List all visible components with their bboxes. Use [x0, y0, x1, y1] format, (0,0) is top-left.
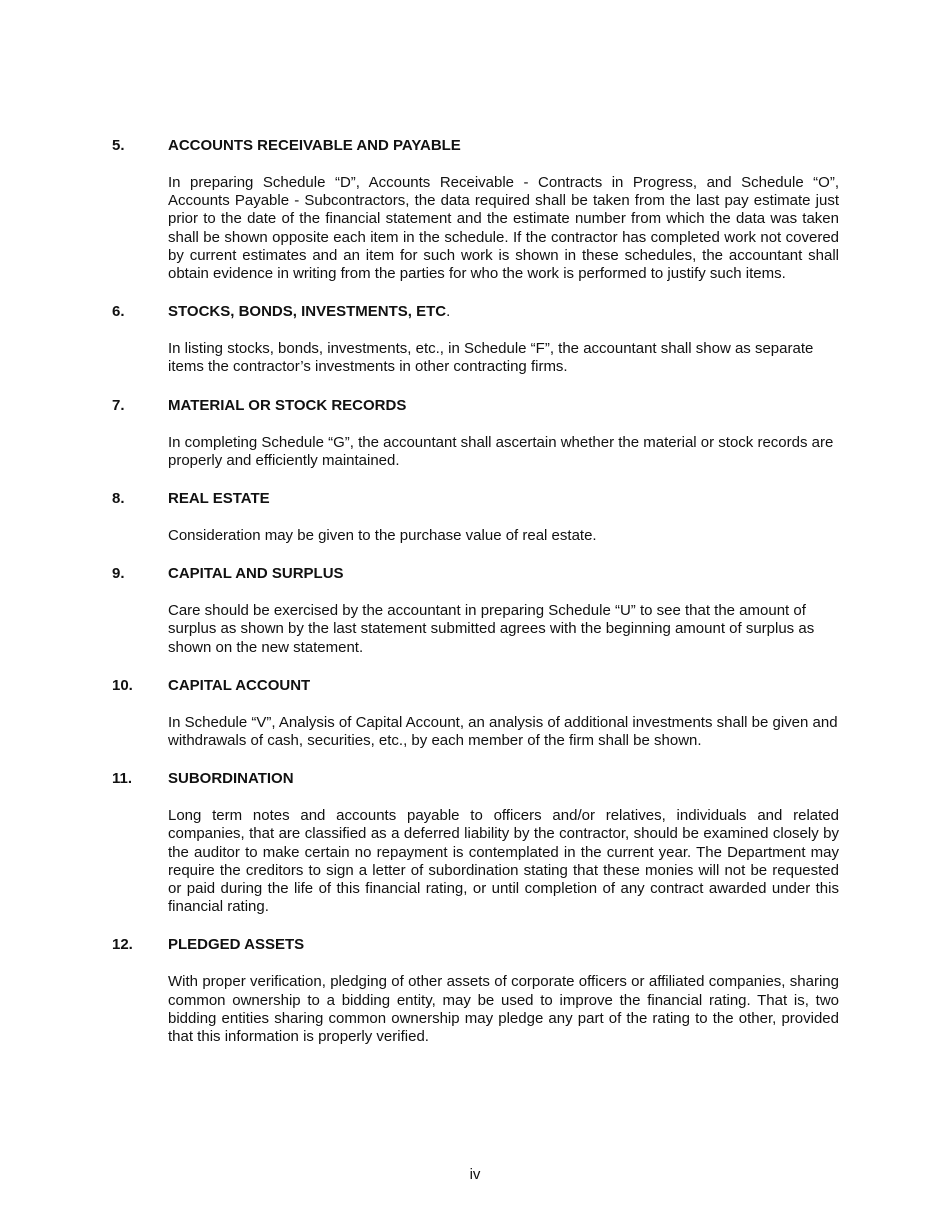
section-body: Consideration may be given to the purchase value of real estate. [168, 527, 597, 545]
section-body: Long term notes and accounts payable to officers and/or relatives, individuals and related companies, that are classified as a deferred liability by the contractor, should be examined closely by the auditor to make certain no repayment is contemplated in the current year. The Department may require the creditors to sign a letter of subordination stating that these monies will not be requested or paid during the life of this financial rating, or until completion of any contract awarded under this financial rating. [168, 807, 839, 916]
section-body: In listing stocks, bonds, investments, etc., in Schedule “F”, the accountant shall show as separate items the contractor’s investments in other contracting firms. [168, 340, 814, 376]
section-heading [112, 490, 839, 508]
section-6 [112, 303, 839, 376]
section-heading [112, 936, 839, 954]
section-number: 8. [112, 490, 125, 508]
section-body: With proper verification, pledging of other assets of corporate officers or affiliated companies, sharing common ownership to a bidding entity, may be used to improve the financial rating. That is, two bidding entities sharing common ownership may pledge any part of the rating to the other, provided that this information is properly verified. [168, 973, 839, 1046]
section-title-text: STOCKS, BONDS, INVESTMENTS, ETC [168, 303, 447, 321]
section-8 [112, 490, 839, 545]
section-title-text: CAPITAL AND SURPLUS [168, 565, 344, 583]
section-number: 6. [112, 303, 125, 321]
section-10 [112, 677, 839, 750]
section-12 [112, 936, 839, 1046]
section-body: In preparing Schedule “D”, Accounts Receivable - Contracts in Progress, and Schedule “O”, Accounts Payable - Subcontractors, the data required shall be taken from the last pay estimate just prior to the date of the financial statement and the estimate number from which the data was taken shall be shown opposite each item in the schedule. If the contractor has completed work not covered by current estimates and an item for such work is shown in these schedules, the accountant shall obtain evidence in writing from the parties for who the work is performed to justify such items. [168, 174, 839, 283]
section-title [168, 677, 839, 695]
section-title-text: CAPITAL ACCOUNT [168, 676, 311, 694]
section-title [168, 770, 839, 788]
section-7 [112, 397, 839, 470]
section-title [168, 397, 839, 415]
section-number: 10. [112, 676, 133, 694]
section-number: 7. [112, 396, 125, 414]
section-body: Care should be exercised by the accountant in preparing Schedule “U” to see that the amount of surplus as shown by the last statement submitted agrees with the beginning amount of surplus as shown on the new statement. [168, 602, 815, 656]
section-heading [112, 303, 839, 321]
section-title [168, 565, 839, 583]
section-11 [112, 770, 839, 916]
section-title-text: REAL ESTATE [168, 490, 270, 508]
section-title-text: PLEDGED ASSETS [168, 936, 305, 954]
page-number: iv [469, 1166, 481, 1183]
section-title-text: MATERIAL OR STOCK RECORDS [168, 396, 407, 414]
section-number: 5. [112, 137, 125, 154]
sections-list [112, 137, 839, 1066]
section-number: 12. [112, 936, 133, 954]
section-title [168, 137, 839, 155]
section-title-trail: . [446, 303, 451, 321]
section-heading [112, 677, 839, 695]
section-heading [112, 137, 839, 155]
section-body: In Schedule “V”, Analysis of Capital Account, an analysis of additional investments shall be given and withdrawals of cash, securities, etc., by each member of the firm shall be shown. [168, 713, 838, 750]
section-number: 9. [112, 565, 125, 583]
section-heading [112, 770, 839, 788]
section-title [168, 303, 839, 321]
section-9 [112, 565, 839, 657]
section-title-text: SUBORDINATION [168, 770, 294, 788]
section-title-text: ACCOUNTS RECEIVABLE AND PAYABLE [168, 137, 461, 154]
section-heading [112, 565, 839, 583]
section-heading [112, 397, 839, 415]
section-title [168, 490, 839, 508]
section-5 [112, 137, 839, 283]
section-number: 11. [112, 770, 133, 788]
section-body: In completing Schedule “G”, the accountant shall ascertain whether the material or stock records are properly and efficiently maintained. [168, 433, 834, 469]
section-title [168, 936, 839, 954]
